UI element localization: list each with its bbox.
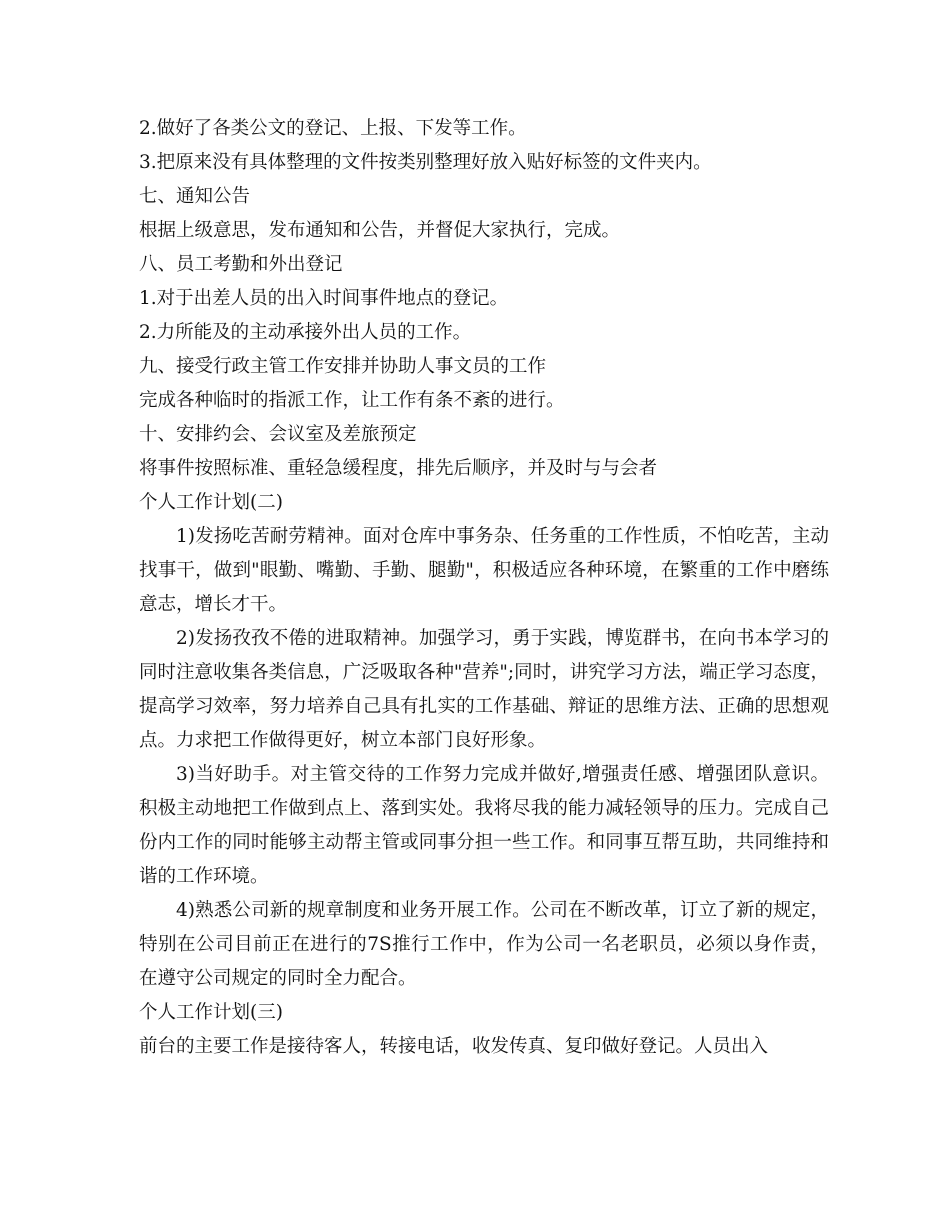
paragraph-item-2-outside: 2.力所能及的主动承接外出人员的工作。 [139,322,472,343]
paragraph-item-1-travel: 1.对于出差人员的出入时间事件地点的登记。 [139,288,509,309]
paragraph-notice: 根据上级意思，发布通知和公告，并督促大家执行，完成。 [139,220,621,241]
section-heading-7: 七、通知公告 [139,186,251,207]
plan-heading-2: 个人工作计划(二) [139,492,283,513]
paragraph-temporary-work: 完成各种临时的指派工作，让工作有条不紊的进行。 [139,390,565,411]
section-heading-8: 八、员工考勤和外出登记 [139,254,343,275]
paragraph-item-2: 2.做好了各类公文的登记、上报、下发等工作。 [139,118,527,139]
plan-3-intro: 前台的主要工作是接待客人，转接电话，收发传真、复印做好登记。人员出入 [139,1036,769,1057]
plan-2-point-1: 1)发扬吃苦耐劳精神。面对仓库中事务杂、任务重的工作性质，不怕吃苦，主动找事干，做到"眼勤、嘴勤、手勤、腿勤"，积极适应各种环境，在繁重的工作中磨练意志，增长才干。 [139,526,829,615]
plan-2-point-2: 2)发扬孜孜不倦的进取精神。加强学习，勇于实践，博览群书，在向书本学习的同时注意收集各类信息，广泛吸取各种"营养";同时，讲究学习方法，端正学习态度，提高学习效率，努力培养自己具有扎实的工作基础、辩证的思维方法、正确的思想观点。力求把工作做得更好，树立本部门良好形象。 [139,628,829,751]
plan-heading-3: 个人工作计划(三) [139,1002,283,1023]
document-body [139,112,829,1064]
plan-2-point-4: 4)熟悉公司新的规章制度和业务开展工作。公司在不断改革，订立了新的规定，特别在公司目前正在进行的7S推行工作中，作为公司一名老职员，必须以身作责，在遵守公司规定的同时全力配合。 [139,900,829,989]
paragraph-item-3: 3.把原来没有具体整理的文件按类别整理好放入贴好标签的文件夹内。 [139,152,712,173]
section-heading-9: 九、接受行政主管工作安排并协助人事文员的工作 [139,356,547,377]
paragraph-scheduling: 将事件按照标准、重轻急缓程度，排先后顺序，并及时与与会者 [139,458,658,479]
plan-2-point-3: 3)当好助手。对主管交待的工作努力完成并做好,增强责任感、增强团队意识。积极主动地把工作做到点上、落到实处。我将尽我的能力减轻领导的压力。完成自己份内工作的同时能够主动帮主管或同事分担一些工作。和同事互帮互助，共同维持和谐的工作环境。 [139,764,829,887]
section-heading-10: 十、安排约会、会议室及差旅预定 [139,424,417,445]
